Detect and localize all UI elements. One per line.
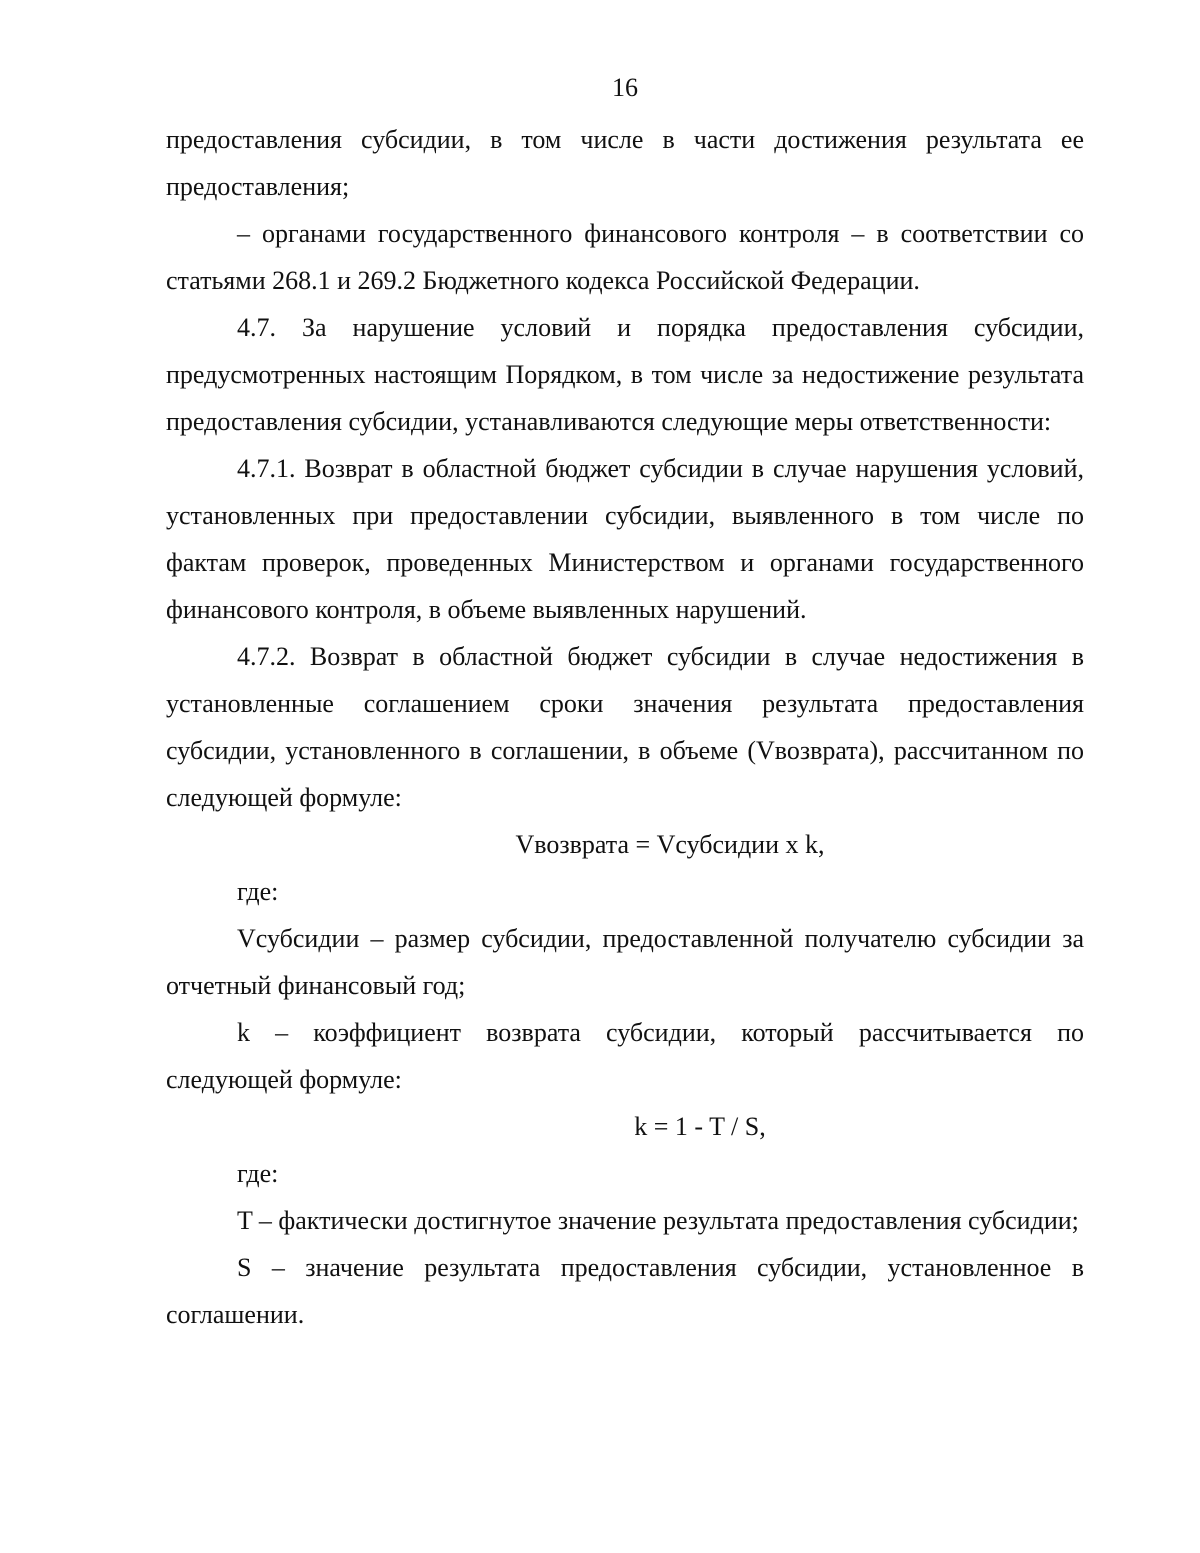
paragraph-control-bodies: – органами государственного финансового контроля – в соответствии со статьями 268.1 и 269.2 Бюджетного кодекса Российской Федерации. [166, 219, 1084, 295]
definition-v-subsidy: Vсубсидии – размер субсидии, предоставленной получателю субсидии за отчетный финансовый год; [166, 924, 1084, 1000]
formula-v-return: Vвозврата = Vсубсидии x k, [515, 830, 825, 859]
where-label-1: где: [237, 877, 279, 906]
where-label-2: где: [237, 1159, 279, 1188]
definition-t: T – фактически достигнутое значение результата предоставления субсидии; [237, 1206, 1079, 1235]
paragraph-continuation: предоставления субсидии, в том числе в части достижения результата ее предоставления; [166, 125, 1084, 201]
paragraph-4-7-2: 4.7.2. Возврат в областной бюджет субсидии в случае недостижения в установленные соглашением сроки значения результата предоставления субсидии, установленного в соглашении, в объеме (Vвозврата), рассчитанном по следующей формуле: [166, 642, 1084, 812]
definition-k: k – коэффициент возврата субсидии, который рассчитывается по следующей формуле: [166, 1018, 1084, 1094]
paragraph-4-7-1: 4.7.1. Возврат в областной бюджет субсидии в случае нарушения условий, установленных при предоставлении субсидии, выявленного в том числе по фактам проверок, проведенных Министерством и органами государственного финансового контроля, в объеме выявленных нарушений. [166, 454, 1084, 624]
definition-s: S – значение результата предоставления субсидии, установленное в соглашении. [166, 1253, 1084, 1329]
paragraph-4-7: 4.7. За нарушение условий и порядка предоставления субсидии, предусмотренных настоящим Порядком, в том числе за недостижение результата предоставления субсидии, устанавливаются следующие меры ответственности: [166, 313, 1084, 436]
formula-k: k = 1 - T / S, [634, 1112, 766, 1141]
document-body [166, 116, 1084, 1338]
page-number: 16 [612, 73, 638, 102]
